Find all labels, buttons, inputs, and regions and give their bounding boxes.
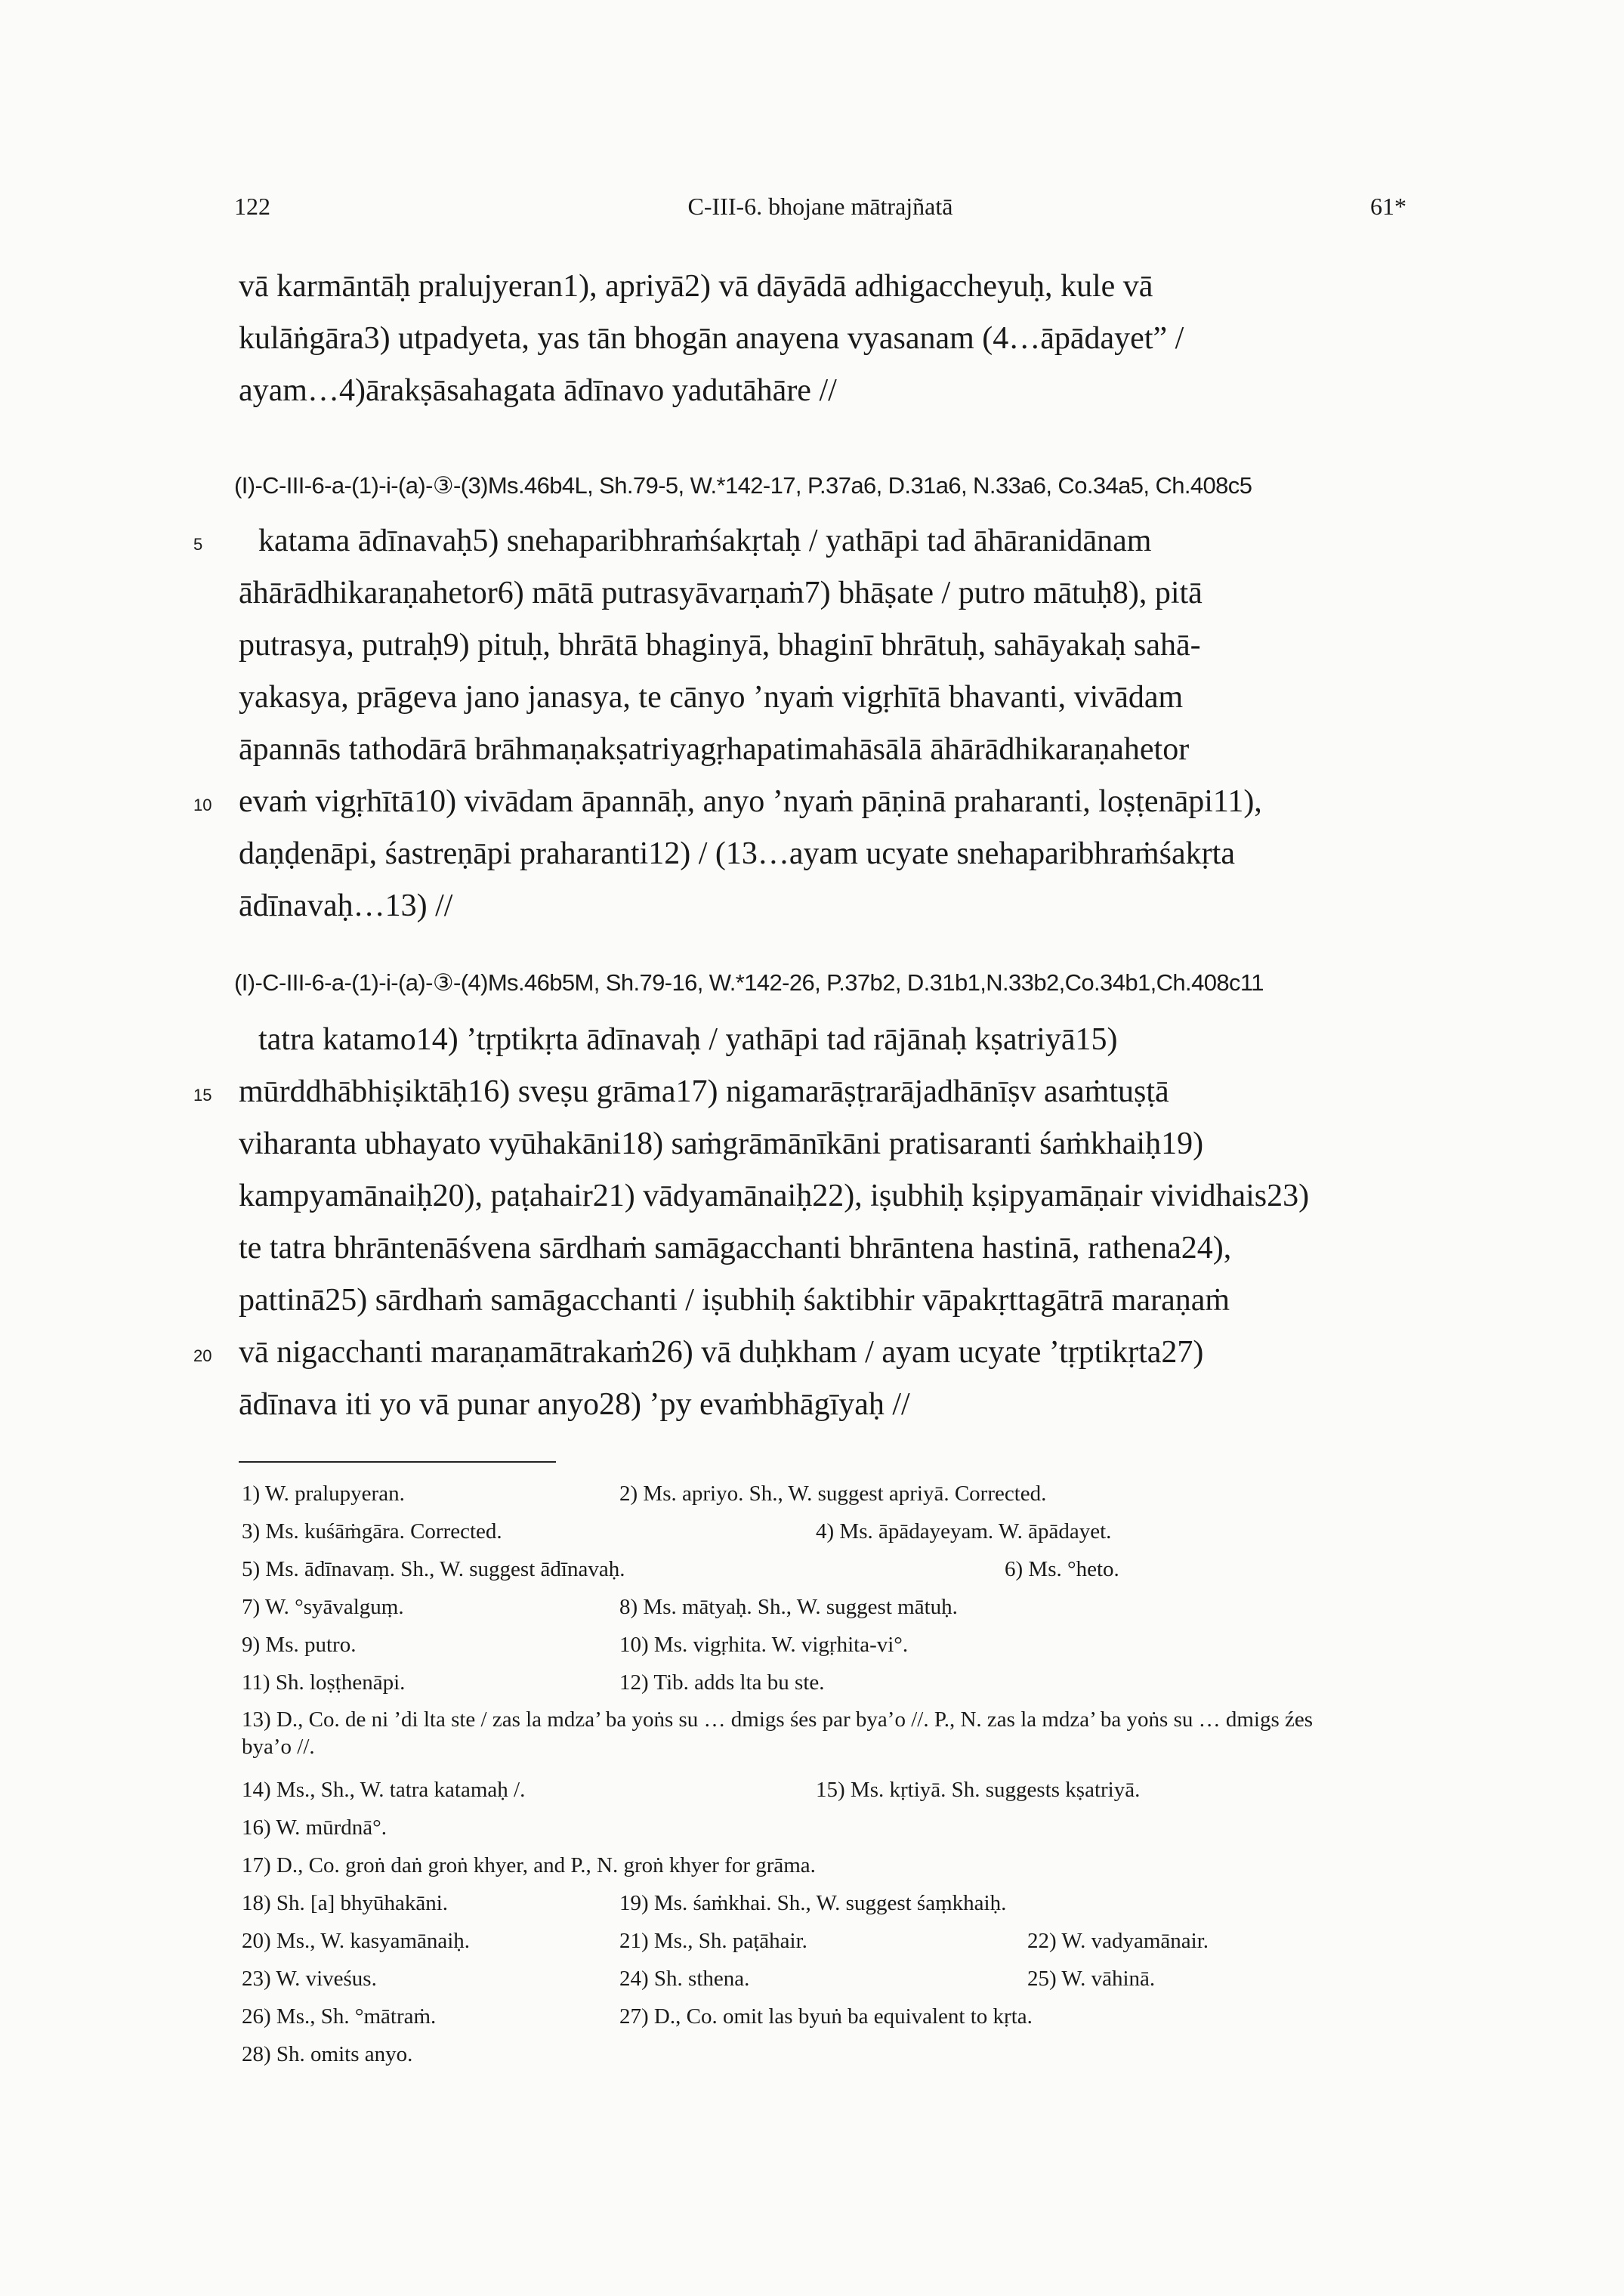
text-line: putrasya, putraḥ9) pituḥ, bhrātā bhaginyā, bhaginī bhrātuḥ, sahāyakaḥ sahā-: [239, 628, 1201, 663]
text-line: vā karmāntāḥ pralujyeran1), apriyā2) vā dāyādā adhigaccheyuḥ, kule vā: [239, 269, 1153, 304]
text-line-wrap: [193, 515, 1414, 567]
footnote: 28) Sh. omits anyo.: [242, 2042, 413, 2066]
footnote: 17) D., Co. groṅ daṅ groṅ khyer, and P., N. groṅ khyer for grāma.: [242, 1853, 816, 1877]
text-line: āpannās tathodārā brāhmaṇakṣatriyagṛhapatimahāsālā āhārādhikaraṇahetor: [239, 732, 1190, 767]
running-title: C-III-6. bhojane mātrajñatā: [687, 193, 953, 220]
text-line: evaṁ vigṛhītā10) vivādam āpannāḥ, anyo ’nyaṁ pāṇinā praharanti, loṣṭenāpi11),: [239, 784, 1262, 819]
footnote-row: [242, 2035, 1420, 2073]
folio-number: 61*: [1370, 193, 1406, 220]
footnote: 6) Ms. °heto.: [1005, 1557, 1119, 1581]
footnote: 7) W. °syāvalguṃ.: [242, 1595, 404, 1619]
text-line: kampyamānaiḥ20), paṭahair21) vādyamānaiḥ22), iṣubhiḥ kṣipyamāṇair vividhais23): [239, 1179, 1310, 1213]
footnotes: [242, 1475, 1420, 2073]
footnote: 8) Ms. mātyaḥ. Sh., W. suggest mātuḥ.: [619, 1595, 958, 1619]
text-line: pattinā25) sārdhaṁ samāgacchanti / iṣubhiḥ śaktibhir vāpakṛttagātrā maraṇaṁ: [239, 1283, 1230, 1318]
footnote: 18) Sh. [a] bhyūhakāni.: [242, 1891, 449, 1915]
footnote: 10) Ms. vigṛhita. W. vigṛhita-vi°.: [619, 1633, 909, 1657]
line-number: 5: [193, 535, 203, 554]
footnote-row: [242, 1701, 1420, 1771]
footnote: 27) D., Co. omit las byuṅ ba equivalent to kṛta.: [619, 2004, 1033, 2029]
footnote: 20) Ms., W. kasyamānaiḥ.: [242, 1929, 471, 1953]
footnote: 24) Sh. sthena.: [619, 1967, 750, 1991]
footnote: 12) Tib. adds lta bu ste.: [619, 1670, 825, 1695]
footnote-row: [242, 1884, 1420, 1922]
text-line: mūrddhābhiṣiktāḥ16) sveṣu grāma17) nigamarāṣṭrarājadhānīṣv asaṁtuṣṭā: [239, 1074, 1169, 1109]
text-line: daṇḍenāpi, śastreṇāpi praharanti12) / (13…ayam ucyate snehaparibhraṁśakṛta: [239, 836, 1235, 871]
text-line: ayam…4)ārakṣāsahagata ādīnavo yadutāhāre //: [239, 373, 837, 408]
footnote: 23) W. viveśus.: [242, 1967, 377, 1991]
footnote: 22) W. vadyamānair.: [1027, 1929, 1209, 1953]
footnote: 9) Ms. putro.: [242, 1633, 357, 1657]
text-line: yakasya, prāgeva jano janasya, te cānyo ’nyaṁ vigṛhītā bhavanti, vivādam: [239, 680, 1184, 715]
text-line: vā nigacchanti maraṇamātrakaṁ26) vā duḥkham / ayam ucyate ’tṛptikṛta27): [239, 1335, 1204, 1370]
footnote: 4) Ms. āpādayeyam. W. āpādayet.: [816, 1519, 1112, 1544]
text-line: te tatra bhrāntenāśvena sārdhaṁ samāgacchanti bhrāntena hastinā, rathena24),: [239, 1231, 1232, 1265]
footnote-row: [242, 1513, 1420, 1550]
footnote-row: [242, 1771, 1420, 1809]
footnote-row: [242, 1922, 1420, 1960]
footnote: 26) Ms., Sh. °mātraṁ.: [242, 2004, 437, 2029]
footnote: 5) Ms. ādīnavaṃ. Sh., W. suggest ādīnavaḥ.: [242, 1557, 625, 1581]
footnote: 11) Sh. loṣṭhenāpi.: [242, 1670, 406, 1695]
manuscript-reference: (I)-C-III-6-a-(1)-i-(a)-③-(4)Ms.46b5M, Sh.79-16, W.*142-26, P.37b2, D.31b1,N.33b2,Co.34b1,Ch.408c11: [234, 969, 1264, 996]
footnote-divider: [239, 1461, 556, 1463]
text-line: ādīnava iti yo vā punar anyo28) ’py evaṁbhāgīyaḥ //: [239, 1387, 910, 1422]
footnote-row: [242, 1475, 1420, 1513]
text-section-1: [239, 261, 1414, 417]
footnote: 14) Ms., Sh., W. tatra katamaḥ /.: [242, 1778, 526, 1802]
footnote-row: [242, 1960, 1420, 1998]
page-number: 122: [234, 193, 270, 220]
footnote-row: [242, 1846, 1420, 1884]
footnote-row: [242, 1664, 1420, 1701]
footnote: 25) W. vāhinā.: [1027, 1967, 1156, 1991]
text-section-3: [193, 1014, 1414, 1431]
line-number: 10: [193, 796, 212, 814]
footnote: 3) Ms. kuśāṁgāra. Corrected.: [242, 1519, 502, 1544]
footnote: 2) Ms. apriyo. Sh., W. suggest apriyā. Corrected.: [619, 1482, 1047, 1506]
footnote: 13) D., Co. de ni ’di lta ste / zas la mdza’ ba yoṅs su … dmigs śes par bya’o //. P., N. zas la mdza’ ba yoṅs su … dmigs źes bya’o //.: [242, 1707, 1314, 1759]
text-line: ādīnavaḥ…13) //: [239, 888, 453, 923]
footnote: 19) Ms. śaṁkhai. Sh., W. suggest śaṃkhaiḥ.: [619, 1891, 1007, 1915]
text-line-wrap: [193, 1327, 1414, 1379]
text-section-2: [193, 515, 1414, 932]
text-line: katama ādīnavaḥ5) snehaparibhraṁśakṛtaḥ / yathāpi tad āhāranidānam: [258, 524, 1152, 558]
footnote: 21) Ms., Sh. paṭāhair.: [619, 1929, 807, 1953]
footnote: 1) W. pralupyeran.: [242, 1482, 405, 1506]
text-line-wrap: [193, 1066, 1414, 1118]
text-line-wrap: [193, 776, 1414, 828]
line-number: 20: [193, 1346, 212, 1365]
footnote-row: [242, 1550, 1420, 1588]
footnote-row: [242, 1809, 1420, 1846]
line-number: 15: [193, 1086, 212, 1105]
footnote-row: [242, 1588, 1420, 1626]
text-line: viharanta ubhayato vyūhakāni18) saṁgrāmānīkāni pratisaranti śaṁkhaiḥ19): [239, 1126, 1204, 1161]
page-header: [234, 193, 1406, 238]
footnote-row: [242, 1998, 1420, 2035]
text-line: āhārādhikaraṇahetor6) mātā putrasyāvarṇaṁ7) bhāṣate / putro mātuḥ8), pitā: [239, 576, 1203, 610]
manuscript-reference: (I)-C-III-6-a-(1)-i-(a)-③-(3)Ms.46b4L, Sh.79-5, W.*142-17, P.37a6, D.31a6, N.33a6, Co.34a5, Ch.408c5: [234, 472, 1252, 499]
footnote: 16) W. mūrdnā°.: [242, 1815, 387, 1840]
footnote: 15) Ms. kṛtiyā. Sh. suggests kṣatriyā.: [816, 1778, 1141, 1802]
footnote-row: [242, 1626, 1420, 1664]
text-line: tatra katamo14) ’tṛptikṛta ādīnavaḥ / yathāpi tad rājānaḥ kṣatriyā15): [258, 1022, 1118, 1057]
text-line: kulāṅgāra3) utpadyeta, yas tān bhogān anayena vyasanam (4…āpādayet” /: [239, 321, 1184, 356]
